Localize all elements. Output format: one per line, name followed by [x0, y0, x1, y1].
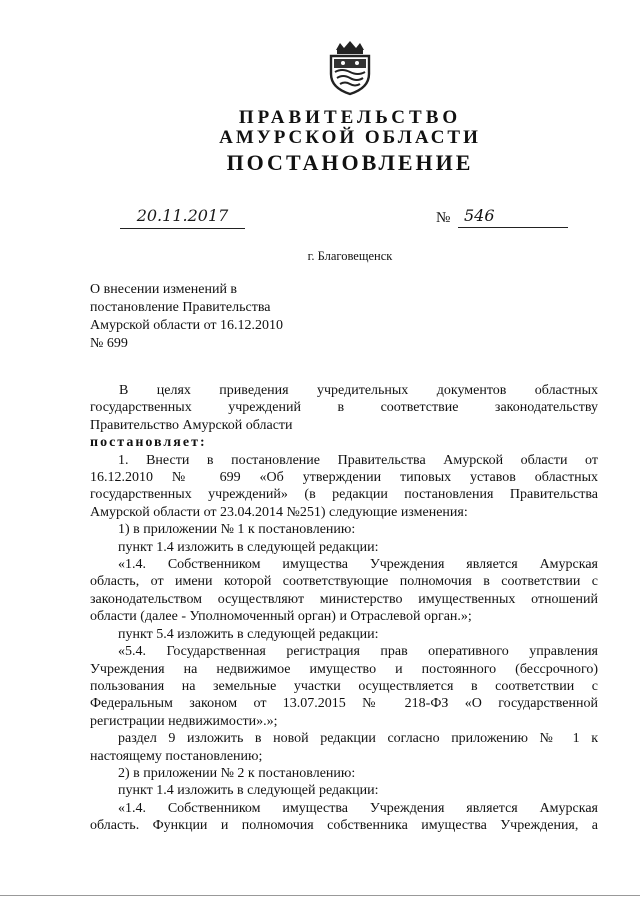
body-line: пункт 1.4 изложить в следующей редакции:	[118, 783, 379, 799]
subject-line: О внесении изменений в	[90, 282, 238, 297]
body-line: область. Функции и полномочия собственника имущества Учреждения, а	[90, 818, 598, 834]
body-line: раздел 9 изложить в новой редакции согласно приложению № 1 к	[118, 731, 598, 747]
body-line: Федеральным законом от 13.07.2015 № 218-ФЗ «О государственной	[90, 696, 598, 712]
body-line: область, от имени которой соответствующие полномочия в соответствии с	[90, 574, 598, 590]
body-line: Правительство Амурской области	[90, 417, 293, 433]
body-line: «1.4. Собственником имущества Учреждения является Амурская	[118, 557, 598, 573]
body-line: настоящему постановлению;	[90, 748, 263, 764]
body-line: 1. Внести в постановление Правительства Амурской области от	[118, 452, 598, 468]
body-line: регистрации недвижимости».»;	[90, 713, 278, 729]
body-line: 2) в приложении № 2 к постановлению:	[118, 765, 356, 781]
government-line-1: ПРАВИТЕЛЬСТВО	[238, 107, 462, 128]
document-number: 546	[458, 206, 568, 228]
body-line: Учреждения на недвижимое имущество и постоянного (бессрочного)	[90, 661, 598, 677]
body-line: В целях приведения учредительных документов областных	[119, 383, 598, 398]
body-line: 1) в приложении № 1 к постановлению:	[118, 522, 356, 538]
body-line: пункт 5.4 изложить в следующей редакции:	[118, 626, 379, 642]
body-line: области (далее - Уполномоченный орган) и Отраслевой орган.»;	[90, 609, 472, 625]
coat-of-arms-icon	[327, 38, 373, 96]
subject-block	[90, 281, 340, 353]
resolution-word: постановляет:	[90, 435, 207, 451]
document-date: 20.11.2017	[120, 206, 245, 229]
body-line: пользования на земельные участки осуществляется в соответствии с	[90, 678, 598, 694]
body-line: Амурской области от 23.04.2014 №251) следующие изменения:	[90, 504, 468, 520]
body-line: «5.4. Государственная регистрация прав оперативного управления	[118, 644, 598, 660]
subject-line: постановление Правительства	[90, 300, 271, 315]
body-line: «1.4. Собственником имущества Учреждения является Амурская	[118, 800, 598, 816]
body-text	[90, 382, 598, 835]
city-label: г. Благовещенск	[307, 249, 393, 263]
body-line: законодательством осуществляют министерство имущественных отношений	[90, 591, 598, 607]
number-sign: №	[436, 210, 451, 226]
page-bottom-divider	[0, 895, 640, 896]
subject-line: № 699	[90, 336, 128, 351]
body-line: государственных учреждений в соответствие законодательству	[90, 400, 598, 416]
document-title: ПОСТАНОВЛЕНИЕ	[226, 150, 474, 175]
body-line: государственных учреждений» (в редакции постановления Правительства	[90, 487, 598, 503]
subject-line: Амурской области от 16.12.2010	[90, 318, 283, 333]
government-line-2: АМУРСКОЙ ОБЛАСТИ	[219, 127, 481, 148]
body-line: пункт 1.4 изложить в следующей редакции:	[118, 539, 379, 555]
body-line: 16.12.2010 № 699 «Об утверждении типовых уставов областных	[90, 470, 598, 486]
